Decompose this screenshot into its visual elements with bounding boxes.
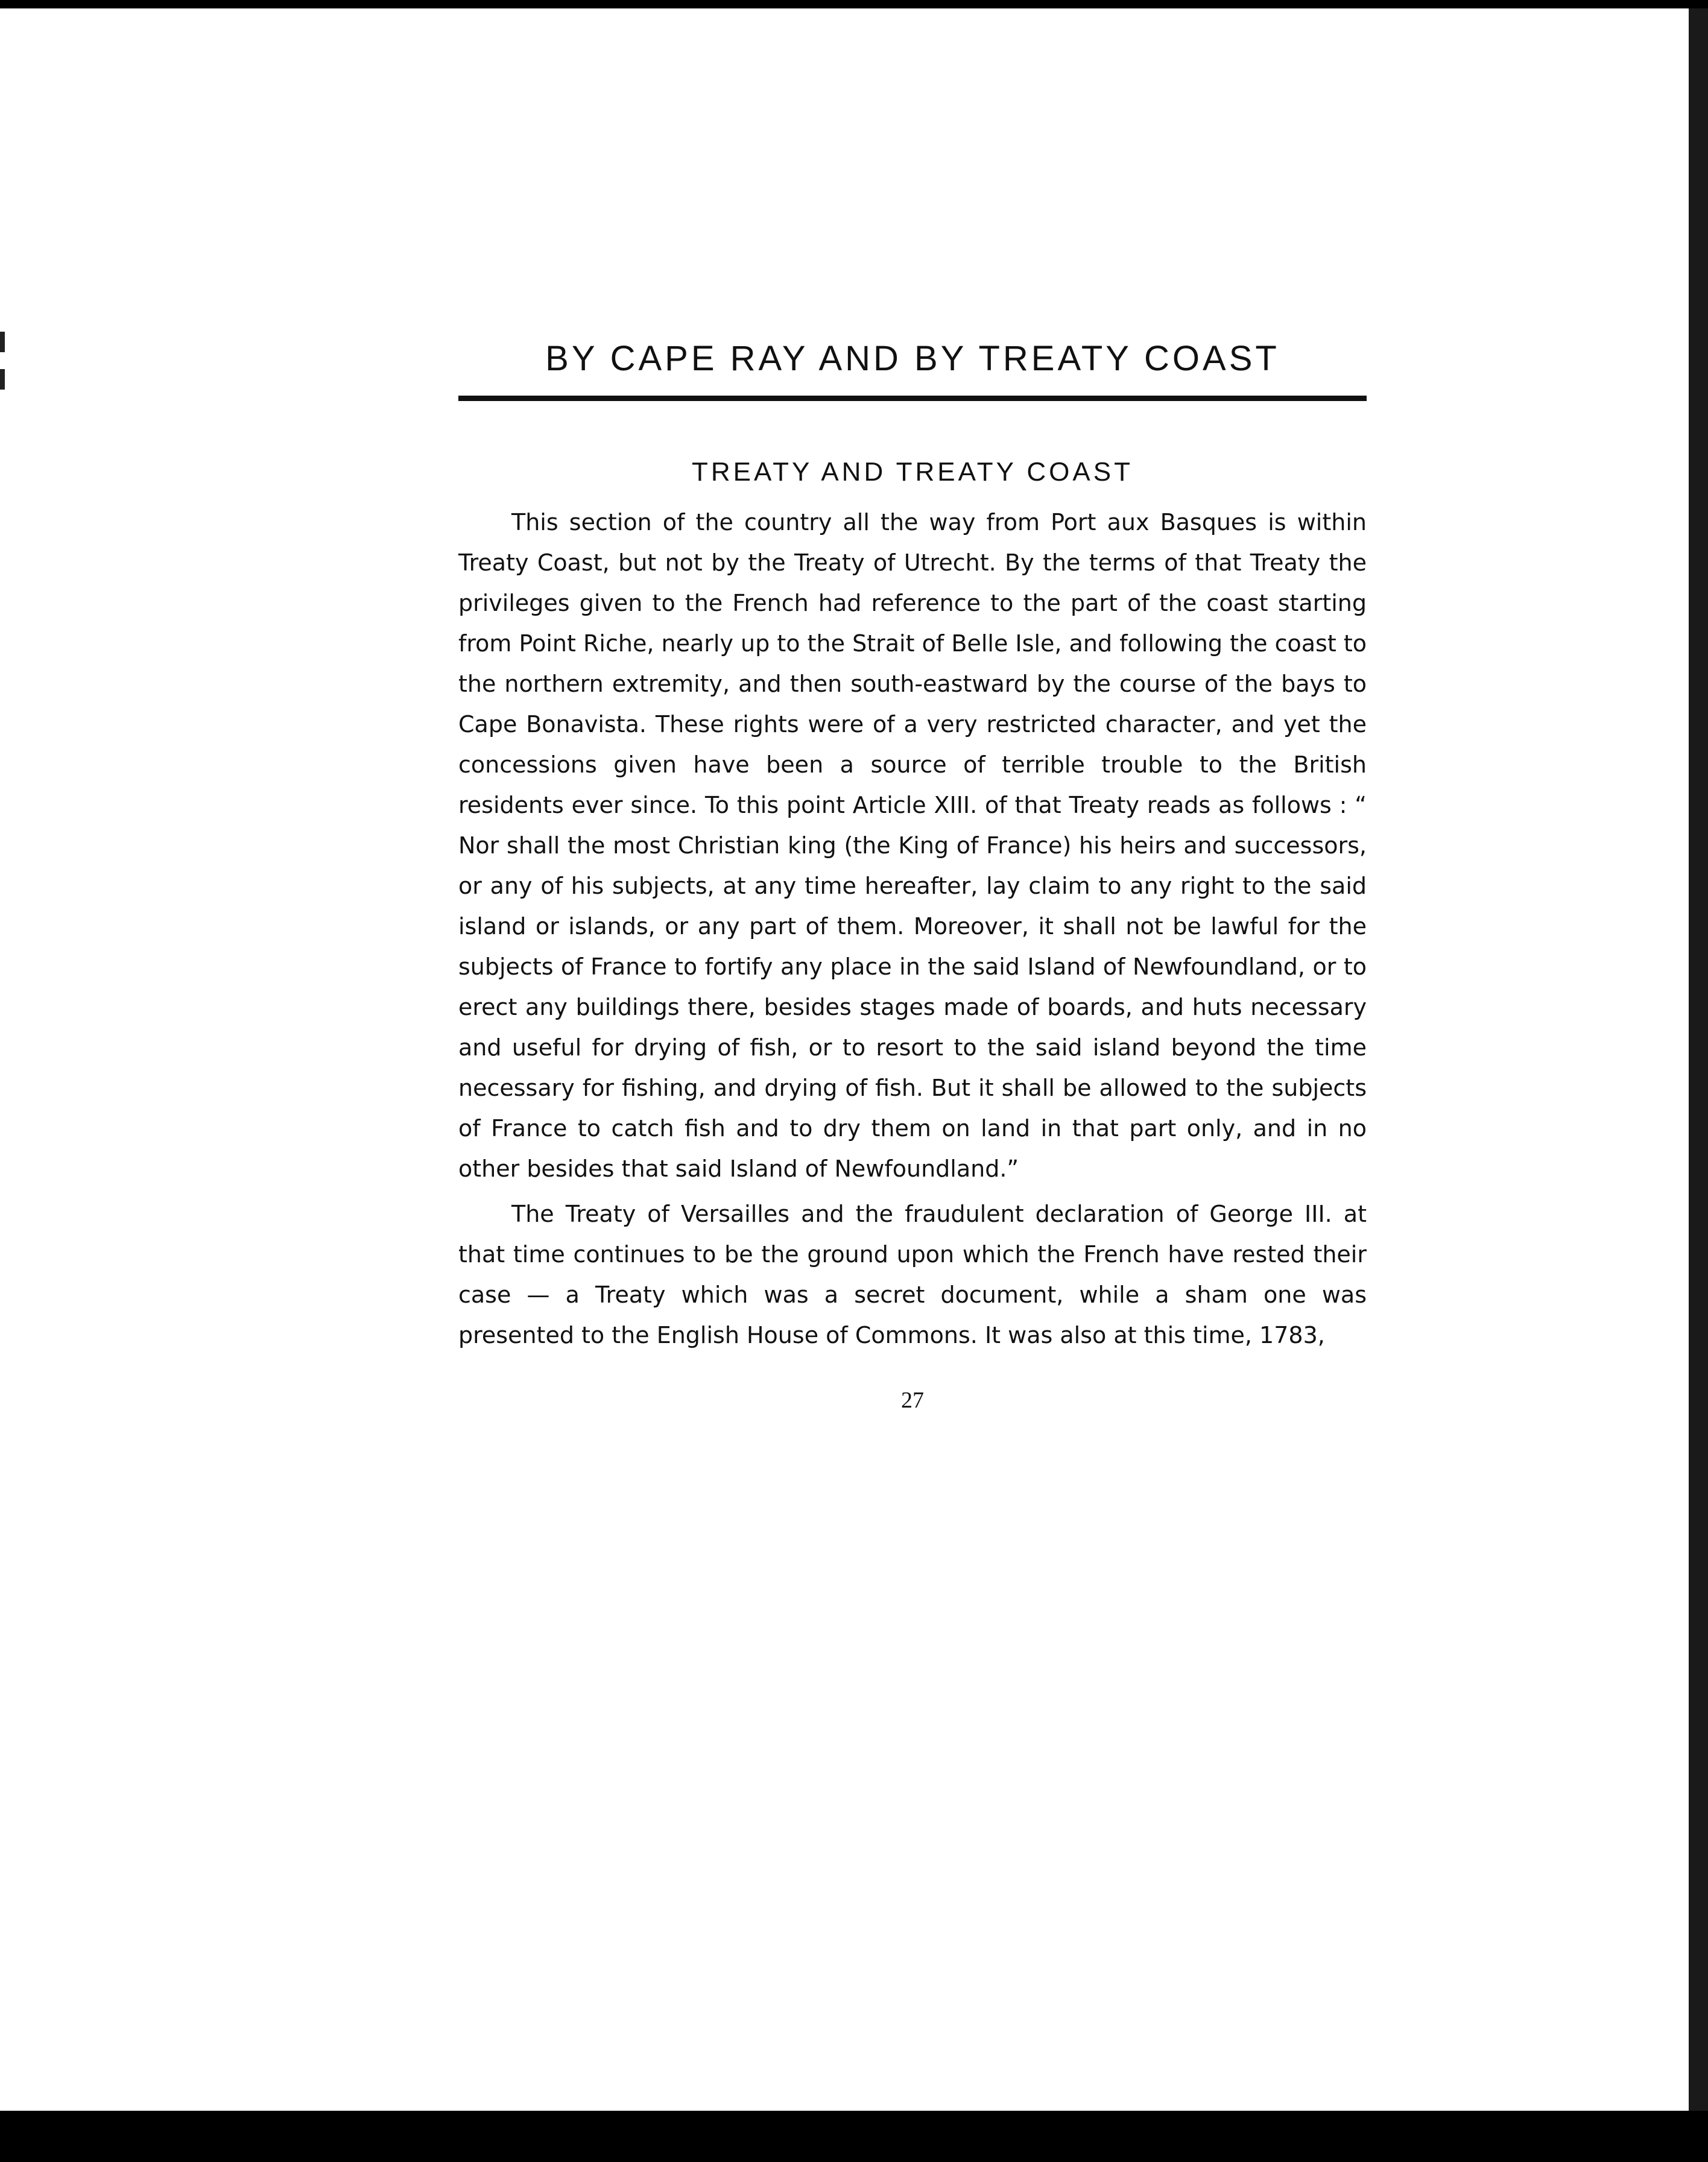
header-rule	[458, 396, 1367, 401]
scan-border-bottom	[0, 2111, 1708, 2162]
scan-mark	[0, 332, 5, 352]
scan-mark	[0, 369, 5, 390]
book-page	[458, 326, 1367, 1414]
scan-border-top	[0, 0, 1708, 8]
section-title: TREATY AND TREATY COAST	[692, 457, 1133, 487]
scan-border-right	[1689, 8, 1708, 2111]
running-head: BY CAPE RAY AND BY TREATY COAST	[545, 339, 1280, 378]
page-number: 27	[901, 1388, 924, 1414]
body-paragraph: The Treaty of Versailles and the fraudulent declaration of George III. at that time continues to be the ground upon which the French have rested their case — a Treaty which was a secret document, while a sham one was presented to the English House of Commons. It was also at this time, 1783,	[458, 1201, 1367, 1349]
body-paragraph: This section of the country all the way from Port aux Basques is within Treaty Coast, but not by the Treaty of Utrecht. By the terms of that Treaty the privileges given to the French had reference to the part of the coast starting from Point Riche, nearly up to the Strait of Belle Isle, and following the coast to the northern extremity, and then south-eastward by the course of the bays to Cape Bonavista. These rights were of a very restricted character, and yet the concessions given have been a source of terrible trouble to the British residents ever since. To this point Article XIII. of that Treaty reads as follows : “ Nor shall the most Christian king (the King of France) his heirs and successors, or any of his subjects, at any time hereafter, lay claim to any right to the said island or islands, or any part of them. Moreover, it shall not be lawful for the subjects of France to fortify any place in the said Island of Newfoundland, or to erect any buildings there, besides stages made of boards, and huts necessary and useful for drying of fish, or to resort to the said island beyond the time necessary for fishing, and drying of fish. But it shall be allowed to the subjects of France to catch fish and to dry them on land in that part only, and in no other besides that said Island of Newfoundland.”	[458, 509, 1367, 1183]
